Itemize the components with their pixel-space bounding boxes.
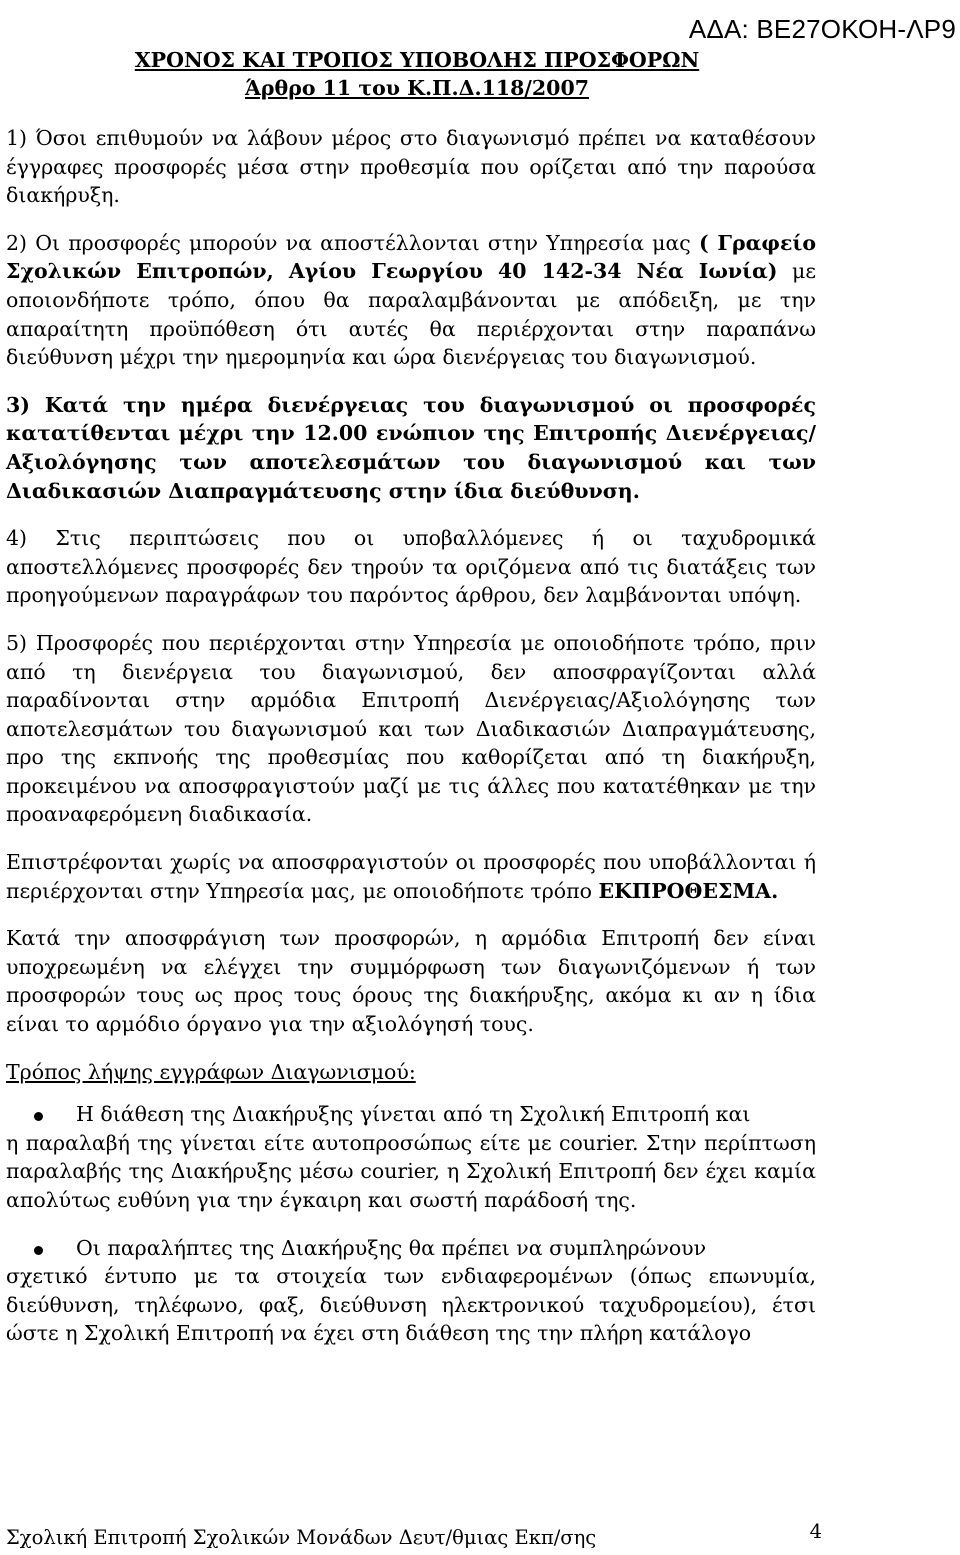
- list-item-first-line: Η διάθεση της Διακήρυξης γίνεται από τη Σχολική Επιτροπή και: [76, 1102, 751, 1127]
- list-item: [6, 1100, 816, 1214]
- document-body: [6, 124, 816, 1367]
- paragraph-5: 5) Προσφορές που περιέρχονται στην Υπηρεσία με οποιοδήποτε τρόπο, πριν από τη διενέργεια του διαγωνισμού, δεν αποσφραγίζονται αλλά παραδίνονται στην αρμόδια Επιτροπή Διενέργειας/Αξιολόγησης των αποτελεσμάτων του διαγωνισμού και των Διαδικασιών Διαπραγμάτευσης, προ της εκπνοής της προθεσμίας που καθορίζεται από τη διακήρυξη, προκειμένου να αποσφραγιστούν μαζί με τις άλλες που κατατέθηκαν με την προαναφερόμενη διαδικασία.: [6, 630, 816, 827]
- paragraph-3: 3) Κατά την ημέρα διενέργειας του διαγωνισμού οι προσφορές κατατίθενται μέχρι την 12.00 ενώπιον της Επιτροπής Διενέργειας/Αξιολόγησης των αποτελεσμάτων του διαγωνισμού και των Διαδικασιών Διαπραγμάτευσης στην ίδια διεύθυνση.: [6, 392, 816, 503]
- list-item: [6, 1234, 816, 1348]
- paragraph-7: Κατά την αποσφράγιση των προσφορών, η αρμόδια Επιτροπή δεν είναι υποχρεωμένη να ελέγχει την συμμόρφωση των διαγωνιζόμενων ή των προσφορών τους ως προς τους όρους της διακήρυξης, ακόμα κι αν η ίδια είναι το αρμόδιο όργανο για την αξιολόγησή τους.: [6, 926, 816, 1037]
- paragraph-6-emphasis: ΕΚΠΡΟΘΕΣΜΑ.: [598, 878, 779, 903]
- paragraph-2-rest: με οποιονδήποτε τρόπο, όπου θα παραλαμβάνονται με απόδειξη, με την απαραίτητη προϋπόθεση ότι αυτές θα περιέρχονται στην παραπάνω διεύθυνση μέχρι την ημερομηνία και ώρα διενέργειας του διαγωνισμού.: [6, 259, 816, 370]
- paragraph-2-intro: 2) Οι προσφορές μπορούν να αποστέλλονται στην Υπηρεσία μας: [6, 230, 699, 255]
- list-item-first-line: Οι παραλήπτες της Διακήρυξης θα πρέπει να συμπληρώνουν: [76, 1235, 707, 1260]
- documents-subheading: Τρόπος λήψης εγγράφων Διαγωνισμού:: [6, 1059, 416, 1084]
- bullet-icon: [34, 1246, 43, 1255]
- paragraph-2: [6, 229, 816, 372]
- documents-list: [6, 1100, 816, 1348]
- paragraph-2-address: ( Γραφείο Σχολικών Επιτροπών, Αγίου Γεωργίου 40 142-34 Νέα Ιωνία): [6, 230, 816, 284]
- footer-text: Σχολική Επιτροπή Σχολικών Μονάδων Δευτ/θμιας Εκπ/σης: [6, 1526, 597, 1549]
- list-item-text: η παραλαβή της γίνεται είτε αυτοπροσώπως είτε με courier. Στην περίπτωση παραλαβής της Διακήρυξης μέσω courier, η Σχολική Επιτροπή δεν έχει καμία απολύτως ευθύνη για την έγκαιρη και σωστή παράδοσή της.: [6, 1130, 816, 1212]
- paragraph-6: [6, 848, 816, 905]
- heading-article: Άρθρο 11 του Κ.Π.Δ.118/2007: [245, 76, 589, 100]
- paragraph-1: 1) Όσοι επιθυμούν να λάβουν μέρος στο διαγωνισμό πρέπει να καταθέσουν έγγραφες προσφορές μέσα στην προθεσμία που ορίζεται από την παρούσα διακήρυξη.: [6, 126, 816, 208]
- ada-code: ΑΔΑ: ΒΕ27ΟΚΟΗ-ΛΡ9: [688, 14, 956, 44]
- paragraph-6-text: Επιστρέφονται χωρίς να αποσφραγιστούν οι προσφορές που υποβάλλονται ή περιέρχονται στην Υπηρεσία μας, με οποιοδήποτε τρόπο: [6, 850, 816, 903]
- list-item-text: σχετικό έντυπο με τα στοιχεία των ενδιαφερομένων (όπως επωνυμία, διεύθυνση, τηλέφωνο, φαξ, διεύθυνση ηλεκτρονικού ταχυδρομείου), έτσι ώστε η Σχολική Επιτροπή να έχει στη διάθεση της την πλήρη κατάλογο: [6, 1264, 816, 1346]
- section-heading: [122, 46, 712, 102]
- page-footer: [6, 1520, 822, 1549]
- page-number: 4: [809, 1520, 822, 1543]
- paragraph-4: 4) Στις περιπτώσεις που οι υποβαλλόμενες ή οι ταχυδρομικά αποστελλόμενες προσφορές δεν τηρούν τα οριζόμενα από τις διατάξεις των προηγούμενων παραγράφων του παρόντος άρθρου, δεν λαμβάνονται υπόψη.: [6, 526, 816, 608]
- heading-title: ΧΡΟΝΟΣ ΚΑΙ ΤΡΟΠΟΣ ΥΠΟΒΟΛΗΣ ΠΡΟΣΦΟΡΩΝ: [134, 48, 700, 72]
